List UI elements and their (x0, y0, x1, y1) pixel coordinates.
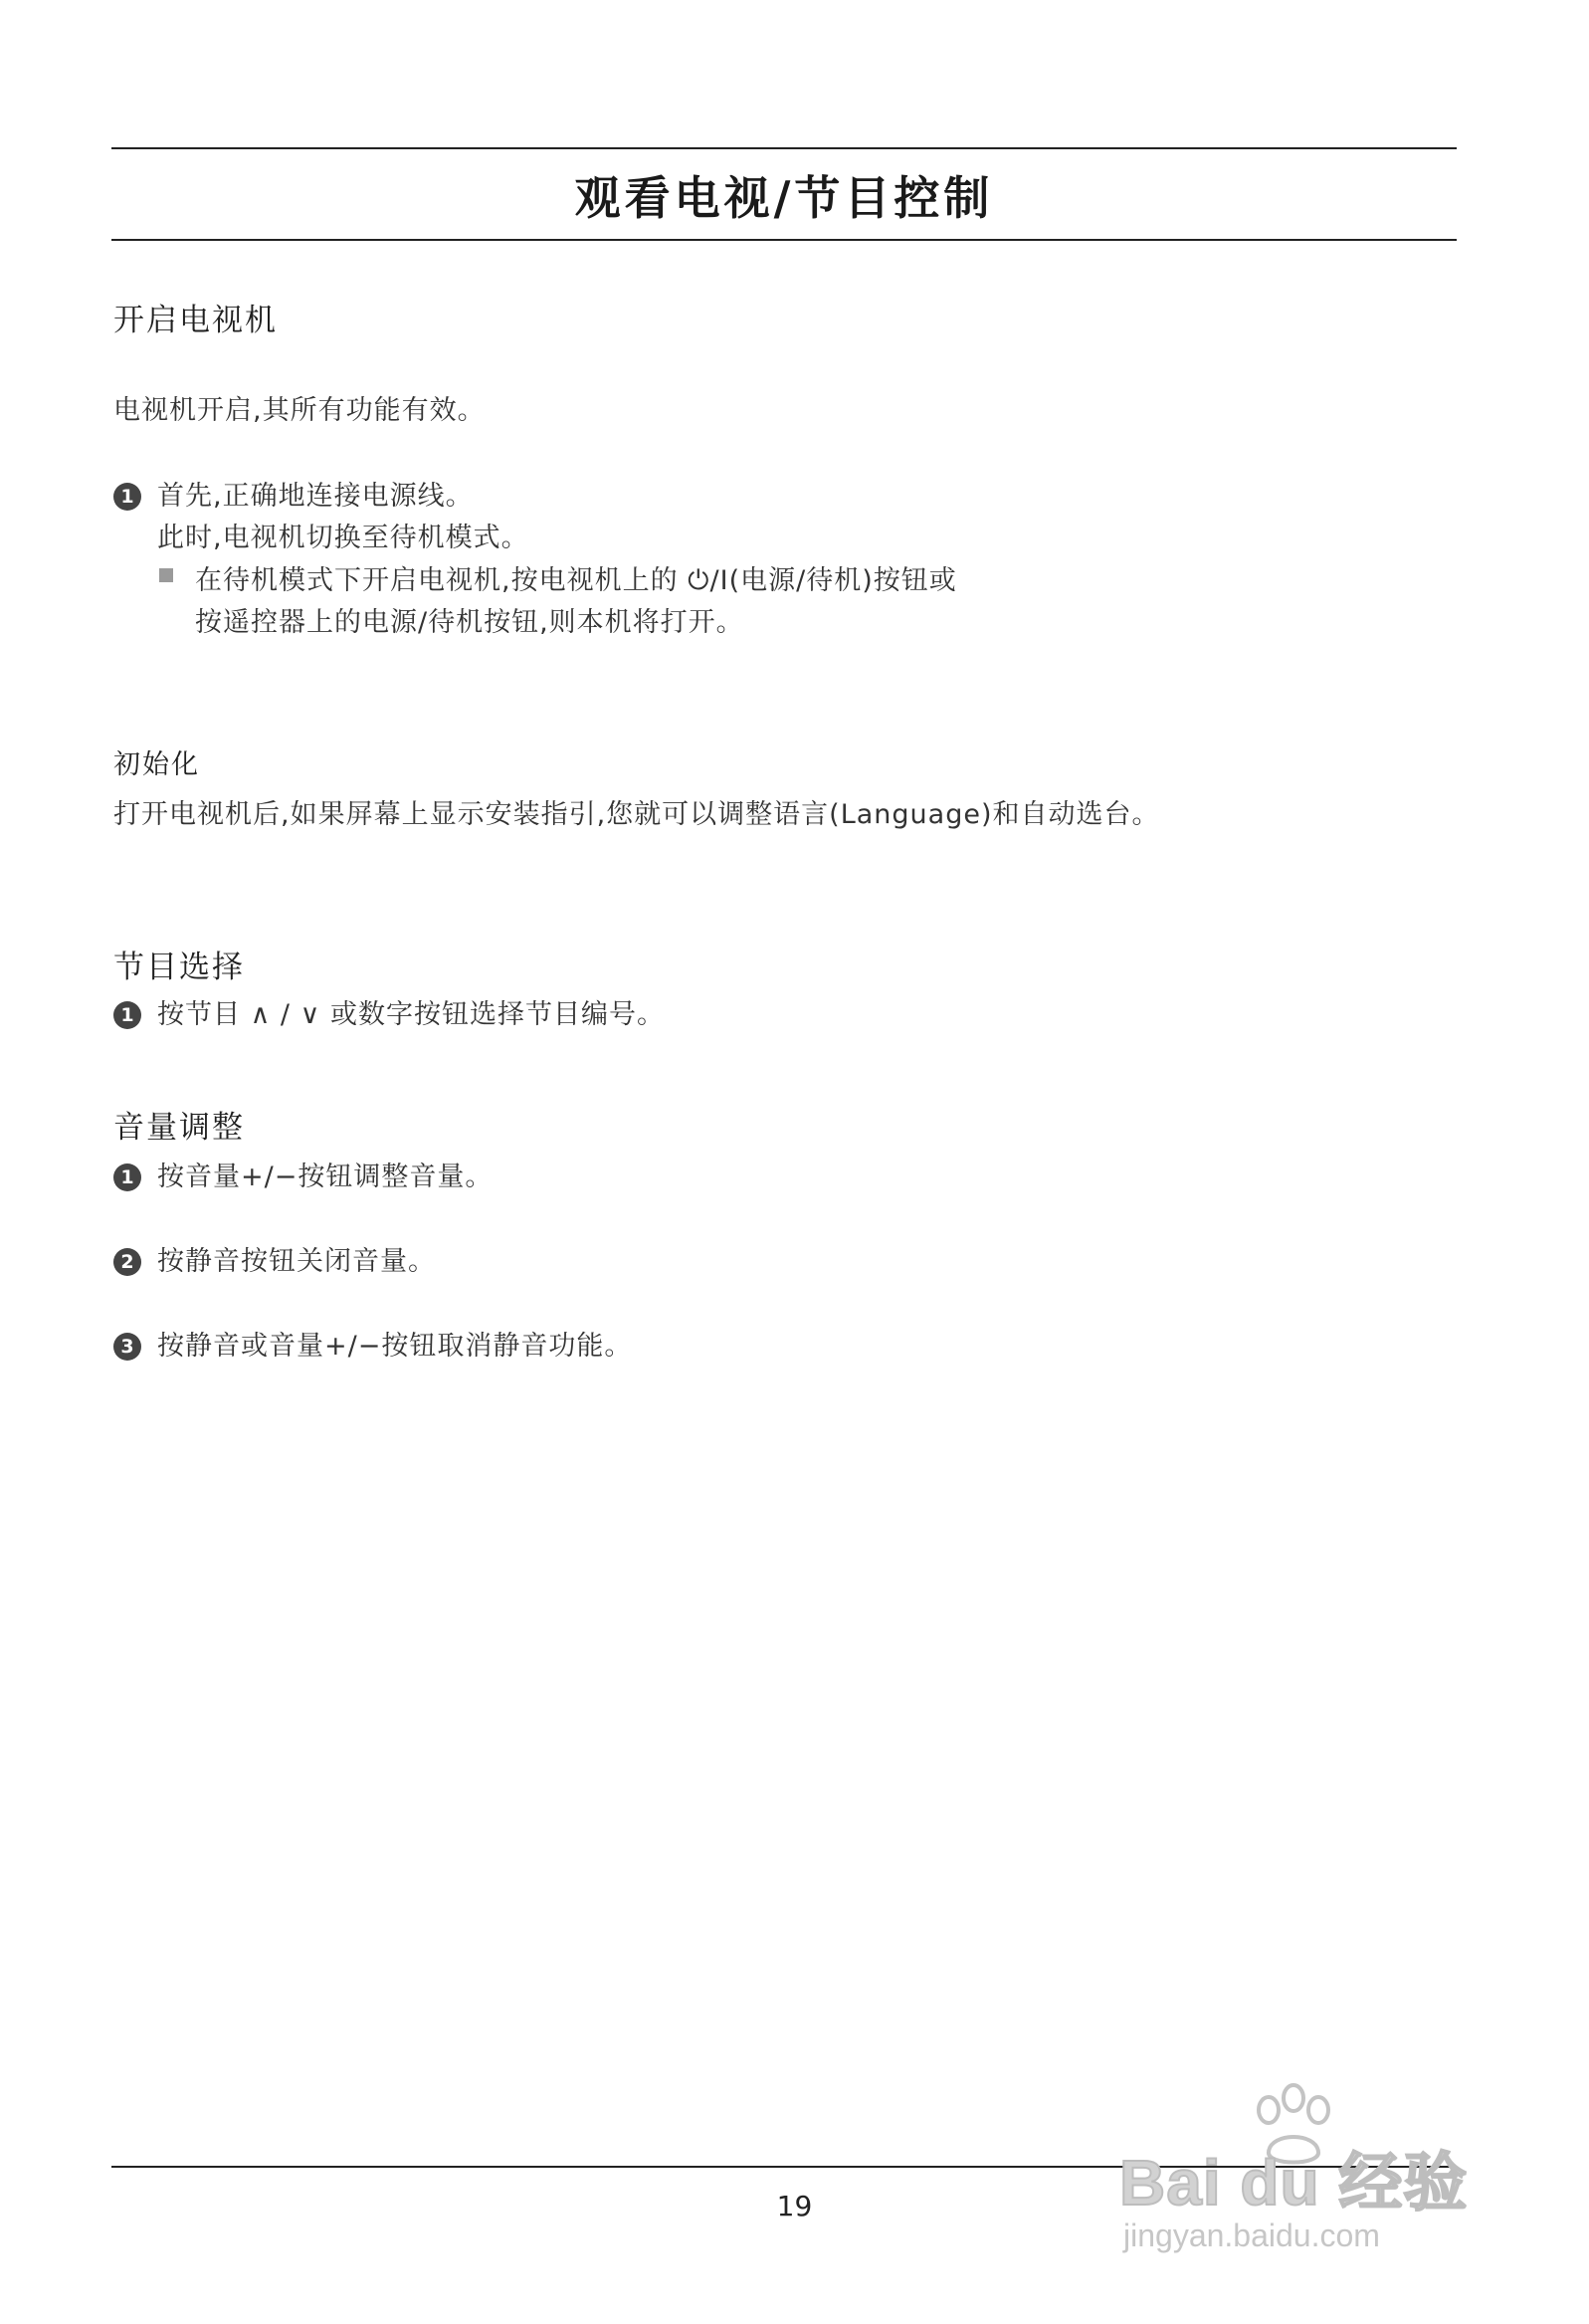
watermark-url: jingyan.baidu.com (1123, 2218, 1380, 2253)
step-number-badge: 1 (113, 483, 141, 511)
section-heading-init: 初始化 (113, 749, 200, 780)
power-intro: 电视机开启,其所有功能有效。 (113, 395, 486, 426)
step-number-badge: 3 (113, 1333, 141, 1361)
section-heading-program: 节目选择 (113, 950, 245, 985)
power-step-1 (113, 474, 474, 513)
program-step-1-text: 按节目 ∧ / ∨ 或数字按钮选择节目编号。 (157, 999, 665, 1030)
note-bullet-icon (159, 568, 173, 582)
page-title: 观看电视/节目控制 (574, 171, 994, 225)
volume-step-3-text: 按静音或音量+/−按钮取消静音功能。 (157, 1331, 633, 1362)
volume-step-3 (113, 1324, 632, 1363)
watermark (1119, 2080, 1497, 2253)
step-number-badge: 1 (113, 1163, 141, 1191)
page-number: 19 (776, 2190, 813, 2222)
volume-step-2-text: 按静音按钮关闭音量。 (157, 1246, 436, 1277)
title-rule (111, 239, 1457, 241)
power-step-1-sub: 此时,电视机切换至待机模式。 (157, 523, 529, 553)
volume-step-1-text: 按音量+/−按钮调整音量。 (157, 1162, 494, 1192)
volume-step-2 (113, 1239, 436, 1278)
top-rule (111, 147, 1457, 149)
step-number-badge: 1 (113, 1001, 141, 1029)
watermark-logo: Bai du 经验 (1119, 2147, 1469, 2218)
volume-step-1 (113, 1155, 493, 1193)
init-text: 打开电视机后,如果屏幕上显示安装指引,您就可以调整语言(Language)和自动选台。 (113, 799, 1160, 830)
power-note-line-1: 在待机模式下开启电视机,按电视机上的 ⏻/I(电源/待机)按钮或 (195, 565, 957, 596)
section-heading-volume: 音量调整 (113, 1110, 245, 1146)
power-step-1-text: 首先,正确地连接电源线。 (157, 481, 474, 512)
step-number-badge: 2 (113, 1248, 141, 1276)
power-note-line-2: 按遥控器上的电源/待机按钮,则本机将打开。 (195, 607, 744, 638)
program-step-1 (113, 992, 665, 1031)
section-heading-power: 开启电视机 (113, 303, 278, 338)
